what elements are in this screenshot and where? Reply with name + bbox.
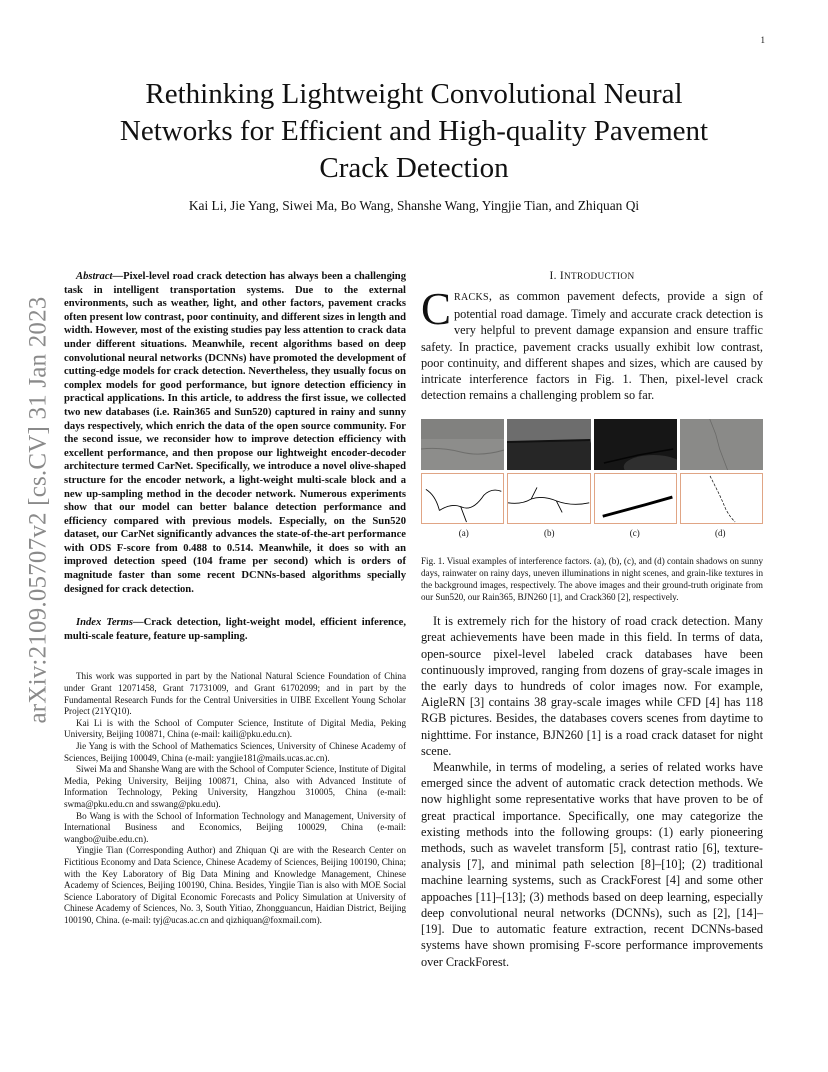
author-list: Kai Li, Jie Yang, Siwei Ma, Bo Wang, Shanshe Wang, Yingjie Tian, and Zhiquan Qi: [188, 198, 640, 213]
crack-mask: [422, 474, 503, 523]
sunny-shadow-photo: [421, 419, 504, 470]
affiliation-note: Yingjie Tian (Corresponding Author) and Zhiquan Qi are with the Research Center on Fictitious Economy and Data Science, Chinese Academy of Sciences, Beijing 100190, China; with the Key Laboratory of Big Data Mining and Knowledge Management, Chinese Academy of Sciences, Beijing 100190, China. Besides, Yingjie Tian is also with MOE Social Science Laboratory of Digital Economic Forecasts and Policy Simulation at University of Chinese Academy of Sciences, No. 3, South Yitiao, Zhongguancun, Haidian District, Beijing 100190, China. (e-mail: tyj@ucas.ac.cn and qizhiquan@foxmail.com).: [64, 845, 406, 925]
ground-truth-b: [507, 473, 590, 524]
section-numeral: I.: [549, 270, 560, 282]
photo-texture: [594, 419, 677, 470]
left-column: [64, 270, 406, 927]
ground-truth-c: [594, 473, 677, 524]
index-terms-text: —Crack detection, light-weight model, efficient inference, multi-scale feature, feature up-sampling.: [64, 617, 406, 642]
title-line: Crack Detection: [319, 152, 509, 184]
sublabel: (c): [629, 528, 640, 539]
sublabel: (a): [458, 528, 469, 539]
arxiv-stamp: [12, 290, 64, 730]
index-terms: [64, 616, 406, 643]
index-terms-label: Index Terms: [76, 617, 134, 629]
photo-texture: [507, 419, 590, 470]
section-name: NTRODUCTION: [564, 272, 635, 282]
sublabel: (d): [715, 528, 726, 539]
crack-mask: [508, 474, 589, 523]
figure-caption: Fig. 1. Visual examples of interference factors. (a), (b), (c), and (d) contain shadows on sunny days, rainwater on rainy days, uneven illuminations in night scenes, and grain-like textures in the background images, respectively. The above images and their ground-truth originate from our Sun520, our Rain365, BJN260 [1], and Crack360 [2], respectively.: [421, 556, 763, 602]
figure-1: [421, 419, 763, 603]
crack-mask: [595, 474, 676, 523]
abstract-text: —Pixel-level road crack detection has always been a challenging task in intelligent transportation systems. Due to the external environments, such as weather, light, and other factors, pavement cracks often present low contrast, poor continuity, and different sizes in length and width. However, most of the existing studies pay less attention to crack data under different situations. Meanwhile, recent algorithms based on deep convolutional neural networks (DCNNs) have promoted the development of cutting-edge models for crack detection. Nevertheless, they usually focus on complex models for good performance, but ignore detection efficiency in practical applications. In this article, to address the first issue, we collected two new databases (i.e. Rain365 and Sun520) captured in rainy and sunny days respectively, which enrich the data of the open source community. For the second issue, we reconsider how to improve detection efficiency with excellent performance, and then propose our lightweight encoder-decoder architecture termed CarNet. Specifically, we introduce a novel olive-shaped structure for the encoder network, a light-weight multi-scale block and a new up-sampling method in the decoder network. Numerous experiments show that our model can better balance detection performance and efficiency compared with previous models. Especially, on the Sun520 dataset, our CarNet significantly advances the state-of-the-art performance with ODS F-score from 0.488 to 0.514. Meanwhile, it does so with an improved detection speed (104 frame per second) which is orders of magnitude faster than some recent DCNNs-based algorithms specially designed for crack detection.: [64, 271, 406, 595]
intro-paragraph: [421, 284, 763, 403]
ground-truth-d: [680, 473, 763, 524]
body-paragraph: Meanwhile, in terms of modeling, a series of related works have emerged since the advent of automatic crack detection methods. We now highlight some representative works that have proven to be of great practical importance. Specifically, one may categorize the existing methods into the following groups: (1) early pioneering methods, such as wavelet transform [5], contrast ratio [6], texture-analysis [7], and minimal path selection [8]–[10]; (2) traditional machine learning systems, such as CrackForest [4] and some other appoaches [11]–[13]; (3) methods based on deep learning, especially deep convolutional neural networks (DCNNs), such as [2], [14]–[19]. Due to automatic feature extraction, recent DCNNs-based systems have shown promising F-score performance improvements over CrackForest.: [421, 760, 763, 969]
affiliation-note: Siwei Ma and Shanshe Wang are with the School of Computer Science, Institute of Digital Media, Peking University, Beijing 100871, China, also with Advanced Institute of Information Technology, Peking University, Hangzhou 310005, China (e-mail: swma@pku.edu.cn and sswang@pku.edu).: [64, 764, 406, 809]
rainy-pavement-photo: [507, 419, 590, 470]
title-line: Rethinking Lightweight Convolutional Neural: [145, 78, 683, 110]
abstract: [64, 270, 406, 596]
funding-note: This work was supported in part by the National Natural Science Foundation of China under Grant 12071458, Grant 71731009, and Grant 61702099; and in part by the Fundamental Research Funds for the Central Universities in UIBE Excellent Young Scholar Project (21YQ10).: [64, 671, 406, 717]
intro-lead: RACKS: [454, 292, 489, 303]
footnote-block: [64, 671, 406, 926]
affiliation-note: Kai Li is with the School of Computer Science, Institute of Digital Media, Peking University, Beijing 100871, China (e-mail: kaili@pku.edu.cn).: [64, 717, 406, 740]
right-column: [421, 270, 763, 970]
grain-texture-photo: [680, 419, 763, 470]
figure-sublabels: [421, 528, 763, 538]
drop-cap: C: [421, 284, 452, 334]
abstract-label: Abstract: [76, 271, 113, 282]
arxiv-id: arXiv:2109.05707v2 [cs.CV] 31 Jan 2023: [24, 296, 51, 724]
crack-mask: [681, 474, 762, 523]
paper-title: [70, 76, 758, 187]
intro-text: , as common pavement defects, provide a sign of potential road damage. Timely and accurate crack detection is very helpful to prevent damage expansion and ensure traffic safety. In practice, pavement cracks usually exhibit low contrast, poor continuity, and different shapes and sizes, which are caused by intricate interference factors in Fig. 1. Then, pixel-level crack detection remains a challenging problem so far.: [421, 289, 763, 403]
sublabel: (b): [544, 528, 555, 539]
photo-texture: [421, 419, 504, 470]
figure-image-grid: [421, 419, 763, 524]
ground-truth-a: [421, 473, 504, 524]
night-scene-photo: [594, 419, 677, 470]
body-paragraph: It is extremely rich for the history of road crack detection. Many great achievements have been made in this field. In terms of data, open-source pixel-level labeled crack databases have been continuously improved, ranging from dozens of gray-scale images in the early days to hundreds of color images now. For example, AigleRN [3] contains 38 gray-scale images while CFD [4] has 118 RGB pictures. Besides, the databases covers scenes from daytime to nighttime. For instance, BJN260 [1] is a road crack dataset for night scene.: [421, 614, 763, 758]
section-heading: [421, 270, 763, 282]
affiliation-note: Jie Yang is with the School of Mathematics Sciences, University of Chinese Academy of Sciences, Beijing 100049, China (e-mail: yangjie181@mails.ucas.ac.cn).: [64, 741, 406, 763]
section-initial: I: [559, 270, 565, 282]
page-number: 1: [760, 35, 765, 45]
affiliation-note: Bo Wang is with the School of Information Technology and Management, University of International Business and Economics, Beijing 100029, China (e-mail: wangbo@uibe.edu.cn).: [64, 810, 406, 844]
title-line: Networks for Efficient and High-quality Pavement: [119, 115, 709, 147]
photo-texture: [680, 419, 763, 470]
